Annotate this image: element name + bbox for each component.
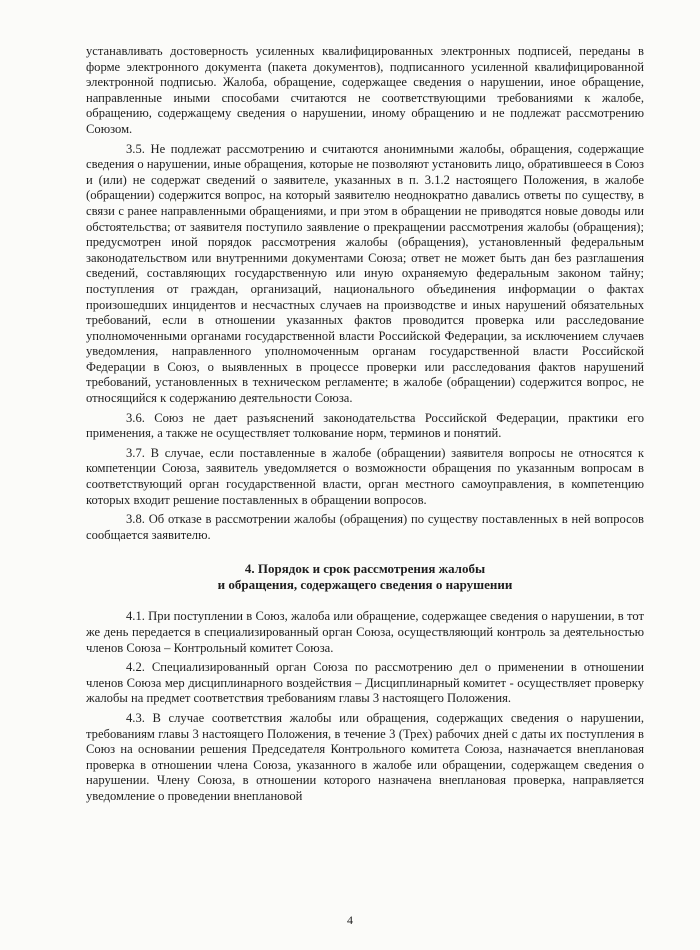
paragraph: 3.7. В случае, если поставленные в жалобе (обращении) заявителя вопросы не относятся к компетенции Союза, заявитель уведомляется о возможности обращения по указанным вопросам в соответствующий орган государственной власти, орган местного самоуправления, в компетенцию которых входит решение поставленных в обращении вопросов.	[86, 445, 644, 507]
paragraph: 4.2. Специализированный орган Союза по рассмотрению дел о применении в отношении членов Союза мер дисциплинарного воздействия – Дисциплинарный комитет - осуществляет проверку жалобы на предмет соответствия требованиям главы 3 настоящего Положения.	[86, 660, 644, 706]
paragraph: 4.3. В случае соответствия жалобы или обращения, содержащих сведения о нарушении, требованиям главы 3 настоящего Положения, в течение 3 (Трех) рабочих дней с даты их поступления в Союз на основании решения Председателя Контрольного комитета Союза, назначается внеплановая проверка в отношении члена Союза, указанного в жалобе или обращении, содержащем сведения о нарушении. Члену Союза, в отношении которого назначена внеплановая проверка, направляется уведомление о проведении внеплановой	[86, 710, 644, 803]
section-4-body	[86, 609, 644, 804]
paragraph: 4.1. При поступлении в Союз, жалоба или обращение, содержащее сведения о нарушении, в тот же день передается в специализированный орган Союза, осуществляющий контроль за деятельностью членов Союза – Контрольный комитет Союза.	[86, 609, 644, 655]
section-3-continuation	[86, 44, 644, 543]
paragraph: 3.5. Не подлежат рассмотрению и считаются анонимными жалобы, обращения, содержащие сведения о нарушении, иные обращения, которые не позволяют установить лицо, обратившееся в Союз и (или) не содержат сведений о заявителе, указанных в п. 3.1.2 настоящего Положения, в жалобе (обращении) содержится вопрос, на который заявителю неоднократно давались ответы по существу, в связи с ранее направленными обращениями, и при этом в обращении не приводятся новые доводы или обстоятельства; от заявителя поступило заявление о прекращении рассмотрения жалобы (обращения); предусмотрен иной порядок рассмотрения жалобы (обращения), установленный федеральным законодательством или внутренними документами Союза; ответ не может быть дан без разглашения сведений, составляющих государственную или иную охраняемую федеральным законом тайну; поступления от граждан, организаций, национального объединения информации о фактах произошедших инцидентов и несчастных случаев на производстве и иных нарушений обязательных требований, если в отношении указанных фактов проводится проверка или расследование уполномоченными органами государственной власти Российской Федерации, за исключением случаев уведомления, направленного уполномоченным органам государственной власти Российской Федерации в Союз, о выявленных в процессе проверки или расследования фактов нарушений требований, установленных в техническом регламенте; в жалобе (обращении) содержится вопрос, не относящийся к содержанию деятельности Союза.	[86, 141, 644, 406]
paragraph: 3.8. Об отказе в рассмотрении жалобы (обращения) по существу поставленных в ней вопросов сообщается заявителю.	[86, 512, 644, 542]
section-heading-line-2: и обращения, содержащего сведения о нарушении	[217, 577, 513, 593]
page-number: 4	[347, 913, 353, 927]
section-4-heading	[86, 561, 644, 593]
document-body	[86, 44, 644, 805]
paragraph: 3.6. Союз не дает разъяснений законодательства Российской Федерации, практики его применения, а также не осуществляет толкование норм, терминов и понятий.	[86, 410, 644, 441]
section-heading-line-1: 4. Порядок и срок рассмотрения жалобы	[244, 561, 486, 577]
paragraph: устанавливать достоверность усиленных квалифицированных электронных подписей, переданы в форме электронного документа (пакета документов), подписанного усиленной квалифицированной электронной подписью. Жалоба, обращение, содержащее сведения о нарушении, иное обращение, направленные иными способами считаются не соответствующими требованиями к жалобе, обращению, содержащему сведения о нарушении, иному обращению и не подлежат рассмотрению Союзом.	[86, 44, 644, 136]
